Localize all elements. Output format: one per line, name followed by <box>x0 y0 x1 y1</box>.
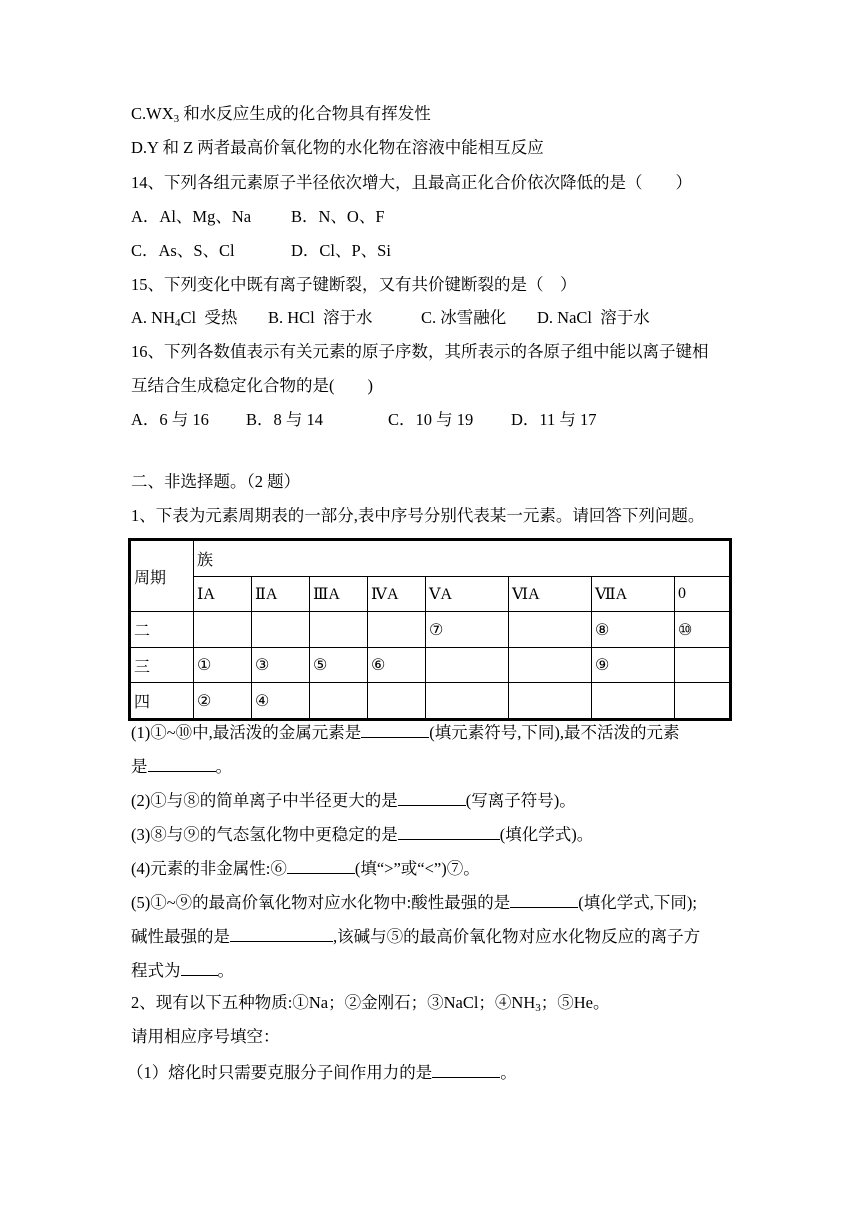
question-1-1: (1)①~⑩中,最活泼的金属元素是 (填元素符号,下同),最不活泼的元素 <box>131 723 680 742</box>
table-cell <box>368 612 426 648</box>
table-cell <box>675 683 731 720</box>
table-cell <box>426 683 509 720</box>
question-1-1-cont: 是 。 <box>131 757 232 776</box>
q14-option-b: B．N、O、F <box>291 207 385 226</box>
table-cell <box>592 683 675 720</box>
table-cell: ⑨ <box>592 648 675 683</box>
q14-option-c: C．As、S、Cl <box>131 241 235 260</box>
q16-option-d: D．11 与 17 <box>511 410 597 429</box>
period-label: 四 <box>130 683 194 720</box>
question-1-4: (4)元素的非金属性:⑥ (填“>”或“<”)⑦。 <box>131 859 480 878</box>
answer-blank[interactable] <box>398 789 466 806</box>
answer-blank[interactable] <box>181 959 218 976</box>
q13-option-c: $C.WX_3$ 和水反应生成的化合物具有挥发性 <box>131 104 431 125</box>
section2-title: 二、非选择题。（2 题） <box>131 472 301 491</box>
question-1-5-end: 程式为 。 <box>131 961 234 980</box>
answer-blank[interactable] <box>287 857 355 874</box>
table-row <box>130 612 731 648</box>
q14-option-d: D．Cl、P、Si <box>291 241 391 260</box>
q15-stem: 15、下列变化中既有离子键断裂，又有共价键断裂的是（ ） <box>131 275 577 294</box>
table-cell <box>368 683 426 720</box>
table-cell <box>194 612 252 648</box>
table-cell <box>509 683 592 720</box>
table-cell <box>675 648 731 683</box>
table-cell <box>310 683 368 720</box>
period-label: 三 <box>130 648 194 683</box>
q15-option-a: A. $NH_4Cl$ 受热 <box>131 308 238 329</box>
table-cell: ④ <box>252 683 310 720</box>
question-1-5: (5)①~⑨的最高价氧化物对应水化物中:酸性最强的是 (填化学式,下同); <box>131 893 697 912</box>
q15-option-b: B. HCl 溶于水 <box>268 308 373 327</box>
answer-blank[interactable] <box>148 755 216 772</box>
group-label: ⅢA <box>310 577 368 612</box>
group-label: ⅠA <box>194 577 252 612</box>
q15-option-d: D. NaCl 溶于水 <box>537 308 650 327</box>
period-label: 二 <box>130 612 194 648</box>
table-cell: ⑧ <box>592 612 675 648</box>
q14-stem: 14、下列各组元素原子半径依次增大，且最高正化合价依次降低的是（ ） <box>131 173 692 192</box>
group-header: 族 <box>194 540 731 577</box>
answer-blank[interactable] <box>432 1061 500 1078</box>
question-2-1: （1）熔化时只需要克服分子间作用力的是 。 <box>127 1063 517 1082</box>
table-cell: ① <box>194 648 252 683</box>
question-1-5-cont: 碱性最强的是 ,该碱与⑤的最高价氧化物对应水化物反应的离子方 <box>131 927 701 946</box>
answer-blank[interactable] <box>361 721 429 738</box>
q15-options <box>131 308 650 328</box>
period-header: 周期 <box>130 540 194 612</box>
periodic-table <box>128 538 732 721</box>
answer-blank[interactable] <box>510 891 578 908</box>
table-cell <box>509 648 592 683</box>
table-cell: ② <box>194 683 252 720</box>
table-cell: ⑤ <box>310 648 368 683</box>
table-cell <box>310 612 368 648</box>
answer-blank[interactable] <box>398 823 500 840</box>
q16-option-a: A．6 与 16 <box>131 410 209 429</box>
q16-options <box>131 410 597 430</box>
q14-options-cd <box>131 241 391 261</box>
group-label: ⅦA <box>592 577 675 612</box>
group-label: ⅡA <box>252 577 310 612</box>
table-cell: ⑦ <box>426 612 509 648</box>
group-label: ⅥA <box>509 577 592 612</box>
answer-blank[interactable] <box>230 925 333 942</box>
group-label: ⅤA <box>426 577 509 612</box>
table-row <box>130 648 731 683</box>
q14-option-a: A．Al、Mg、Na <box>131 207 252 226</box>
group-label: ⅣA <box>368 577 426 612</box>
question-1-2: (2)①与⑧的简单离子中半径更大的是 (写离子符号)。 <box>131 791 576 810</box>
part2-instruction: 请用相应序号填空： <box>131 1027 280 1046</box>
q16-option-b: B．8 与 14 <box>246 410 324 429</box>
question-1-3: (3)⑧与⑨的气态氢化物中更稳定的是 (填化学式)。 <box>131 825 594 844</box>
q16-stem-line1: 16、下列各数值表示有关元素的原子序数，其所表示的各原子组中能以离子键相 <box>131 342 709 361</box>
part1-intro: 1、下表为元素周期表的一部分,表中序号分别代表某一元素。请回答下列问题。 <box>131 506 705 525</box>
q13-option-d: D.Y 和 Z 两者最高价氧化物的水化物在溶液中能相互反应 <box>131 138 544 157</box>
q16-stem-line2: 互结合生成稳定化合物的是( ) <box>131 376 373 395</box>
table-cell: ⑩ <box>675 612 731 648</box>
q16-option-c: C．10 与 19 <box>388 410 474 429</box>
table-row <box>130 683 731 720</box>
table-cell: ③ <box>252 648 310 683</box>
table-cell <box>426 648 509 683</box>
q15-option-c: C. 冰雪融化 <box>421 308 507 327</box>
q14-options-ab <box>131 207 385 227</box>
table-cell: ⑥ <box>368 648 426 683</box>
group-label: 0 <box>675 577 731 612</box>
table-cell <box>509 612 592 648</box>
table-cell <box>252 612 310 648</box>
part2-intro: 2、现有以下五种物质:①Na；②金刚石；③NaCl；$④NH_3$；⑤He。 <box>131 993 610 1014</box>
